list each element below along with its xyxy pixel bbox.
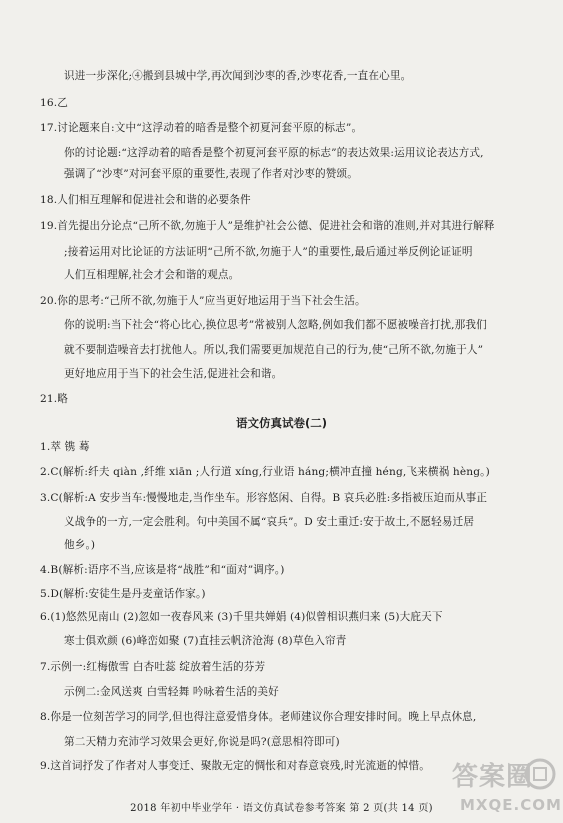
text-line: 5.D(解析:安徒生是丹麦童话作家。)	[40, 588, 206, 600]
text-line: 人们互相理解,社会才会和谐的观点。	[64, 269, 240, 281]
text-line: 17.讨论题来自:文中“这浮动着的暗香是整个初夏河套平原的标志”。	[40, 122, 363, 134]
section-title: 语文仿真试卷(二)	[235, 416, 327, 430]
text-line: 你的说明:当下社会“将心比心,换位思考”常被别人忽略,例如我们都不愿被噪音打扰,那我们	[64, 319, 487, 331]
text-line: 1.萃 镌 蓦	[40, 441, 90, 453]
text-line: ;接着运用对比论证的方法证明“己所不欲,勿施于人”的重要性,最后通过举反例论证证明	[64, 246, 473, 258]
text-line: 8.你是一位刻苦学习的同学,但也得注意爱惜身体。老师建议你合理安排时间。晚上早点休息,	[40, 711, 477, 723]
text-line: 示例二:金风送爽 白雪轻舞 吟咏着生活的美好	[64, 686, 279, 698]
text-line: 2.C(解析:纤夫 qiàn ,纤维 xiān ;人行道 xíng,行业语 háng;横冲直撞 héng,飞来横祸 hèng。)	[40, 466, 490, 478]
text-line: 你的讨论题:“这浮动着的暗香是整个初夏河套平原的标志”的表达效果:运用议论表达方式,	[64, 147, 484, 159]
text-line: 6.(1)悠然见南山 (2)忽如一夜春风来 (3)千里共婵娟 (4)似曾相识燕归来 (5)大庇天下	[40, 611, 443, 623]
text-line: 义战争的一方,一定会胜利。句中美国不属“哀兵”。D 安土重迁:安于故土,不愿轻易迁居	[64, 516, 475, 528]
text-line: 20.你的思考:“己所不欲,勿施于人”应当更好地运用于当下社会生活。	[40, 295, 366, 307]
text-line: 3.C(解析:A 安步当车:慢慢地走,当作坐车。形容悠闲、自得。B 哀兵必胜:多指被压迫而从事正	[40, 492, 488, 504]
text-line: 识进一步深化;④搬到县城中学,再次闻到沙枣的香,沙枣花香,一直在心里。	[64, 70, 412, 82]
page-footer: 2018 年初中毕业学年 · 语文仿真试卷参考答案 第 2 页(共 14 页)	[130, 803, 433, 814]
text-line: 18.人们相互理解和促进社会和谐的必要条件	[40, 194, 251, 206]
text-line: 19.首先提出分论点“己所不欲,勿施于人”是维护社会公德、促进社会和谐的准则,并对其进行解释	[40, 220, 495, 232]
text-line: 9.这首词抒发了作者对人事变迁、聚散无定的惆怅和对春意衰残,时光流逝的悼惜。	[40, 760, 430, 772]
text-line: 7.示例一:红梅傲雪 白杏吐蕊 绽放着生活的芬芳	[40, 661, 266, 673]
text-line: 强调了“沙枣”对河套平原的重要性,表现了作者对沙枣的赞颂。	[64, 168, 358, 180]
watermark-logo	[448, 752, 562, 818]
text-line: 第二天精力充沛学习效果会更好,你说是吗?(意思相符即可)	[64, 736, 340, 748]
text-line: 更好地应用于当下的社会生活,促进社会和谐。	[64, 368, 283, 380]
watermark-main: 答案圈	[452, 762, 534, 792]
text-line: 16.乙	[40, 97, 69, 109]
text-line: 寒士俱欢颜 (6)峰峦如聚 (7)直挂云帆济沧海 (8)草色入帘青	[64, 635, 347, 647]
text-line: 21.略	[40, 393, 69, 405]
text-line: 他乡。)	[64, 539, 96, 551]
text-line: 4.B(解析:语序不当,应该是将“战胜”和“面对”调序。)	[40, 564, 285, 576]
text-line: 就不要制造噪音去打扰他人。所以,我们需要更加规范自己的行为,使“己所不欲,勿施于人”	[64, 344, 484, 356]
watermark-domain: MXQE.COM	[460, 796, 562, 814]
